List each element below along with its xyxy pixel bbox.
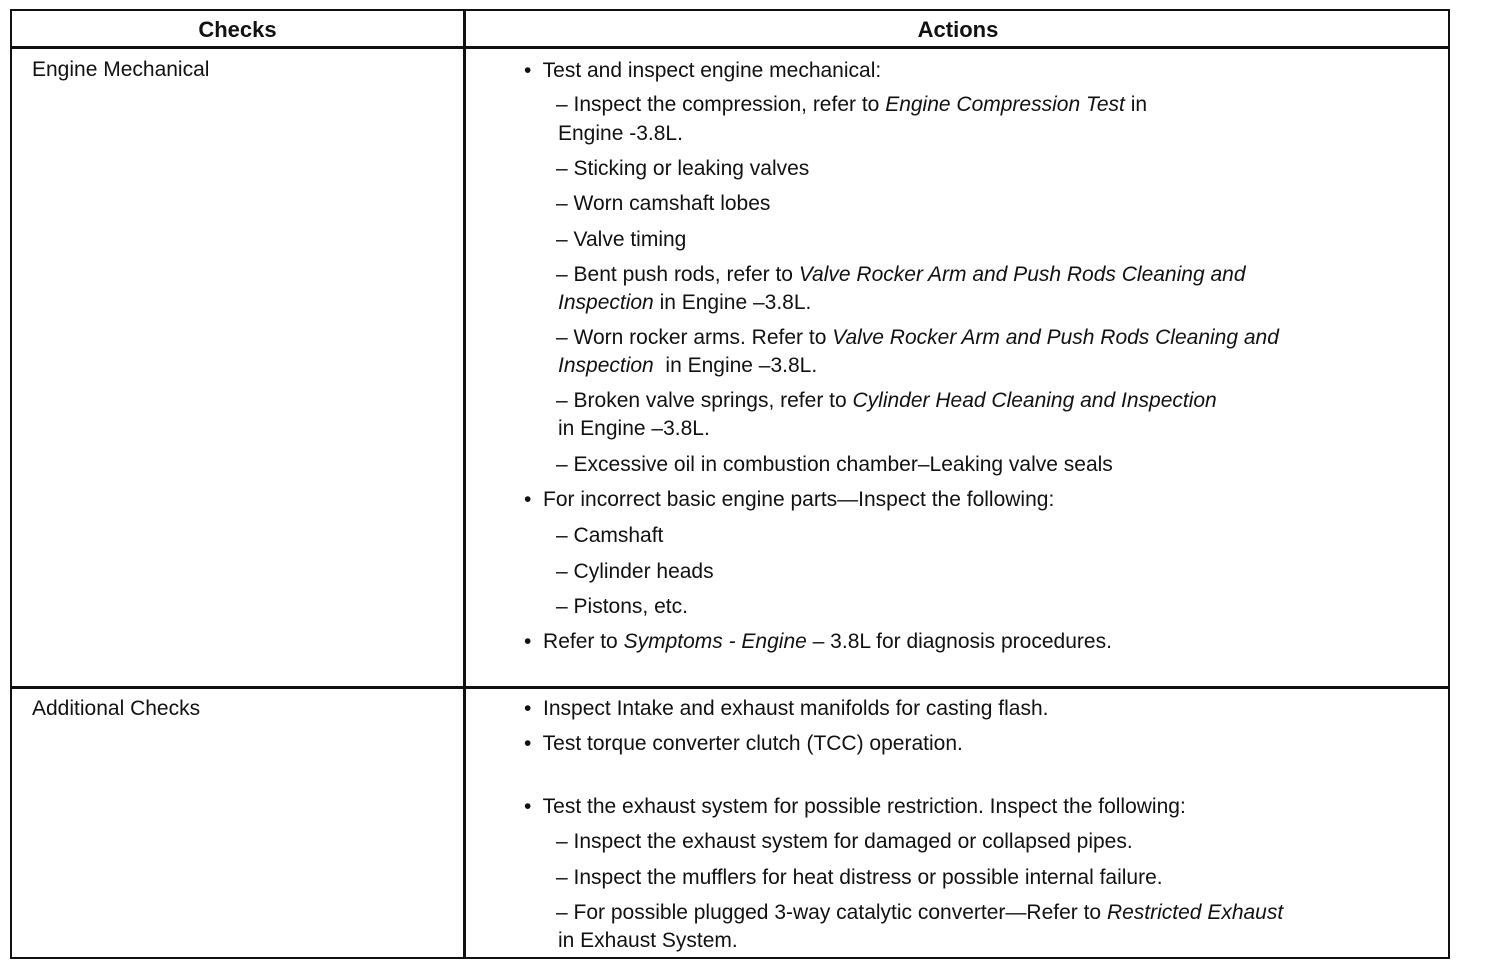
column-divider [463, 11, 466, 957]
action-subitem: – For possible plugged 3-way catalytic converter—Refer to Restricted Exhaust [556, 901, 1284, 924]
action-item: • Refer to Symptoms - Engine – 3.8L for diagnosis procedures. [524, 630, 1112, 653]
action-subitem: – Valve timing [556, 228, 687, 251]
diagnosis-table [10, 9, 1450, 959]
header-divider [12, 46, 1448, 49]
action-subitem-continuation: Inspection in Engine –3.8L. [558, 291, 812, 314]
header-actions: Actions [917, 17, 999, 42]
action-item: • Test the exhaust system for possible restriction. Inspect the following: [524, 795, 1186, 818]
action-subitem: – Excessive oil in combustion chamber–Leaking valve seals [556, 453, 1113, 476]
action-subitem: – Inspect the compression, refer to Engine Compression Test in [556, 93, 1148, 116]
action-item: • Test and inspect engine mechanical: [524, 59, 882, 82]
action-subitem: – Pistons, etc. [556, 595, 688, 618]
action-item: • For incorrect basic engine parts—Inspect the following: [524, 488, 1055, 511]
action-subitem: – Camshaft [556, 524, 664, 547]
action-item: • Test torque converter clutch (TCC) operation. [524, 732, 963, 755]
action-subitem: – Bent push rods, refer to Valve Rocker Arm and Push Rods Cleaning and [556, 263, 1246, 286]
action-subitem: – Cylinder heads [556, 560, 714, 583]
check-engine-mechanical: Engine Mechanical [32, 58, 210, 81]
action-subitem: – Worn rocker arms. Refer to Valve Rocker Arm and Push Rods Cleaning and [556, 326, 1279, 349]
action-subitem: – Inspect the mufflers for heat distress or possible internal failure. [556, 866, 1163, 889]
action-item: • Inspect Intake and exhaust manifolds for casting flash. [524, 697, 1049, 720]
action-subitem: – Inspect the exhaust system for damaged or collapsed pipes. [556, 830, 1133, 853]
action-subitem-continuation: in Engine –3.8L. [558, 417, 710, 440]
action-subitem-continuation: Engine -3.8L. [558, 122, 683, 145]
header-checks: Checks [198, 17, 277, 42]
action-subitem-continuation: in Exhaust System. [558, 929, 738, 952]
action-subitem: – Sticking or leaking valves [556, 157, 810, 180]
action-subitem: – Broken valve springs, refer to Cylinder Head Cleaning and Inspection [556, 389, 1217, 412]
action-subitem-continuation: Inspection in Engine –3.8L. [558, 354, 818, 377]
check-additional-checks: Additional Checks [32, 697, 201, 720]
action-subitem: – Worn camshaft lobes [556, 192, 771, 215]
row-divider [12, 686, 1448, 689]
